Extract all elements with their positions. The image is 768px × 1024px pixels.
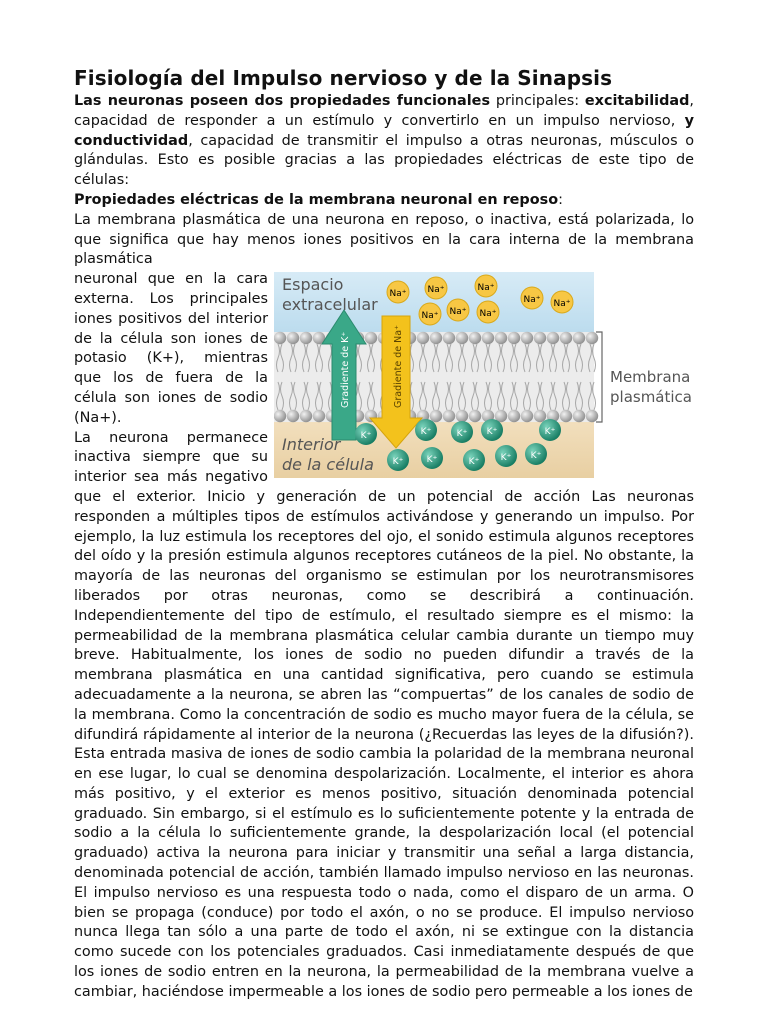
- intro-paragraph: [74, 92, 694, 191]
- phospholipid-head: [547, 332, 559, 344]
- phospholipid-head: [274, 332, 286, 344]
- term-conductividad: y conductividad: [74, 112, 694, 149]
- term-excitabilidad: excitabilidad: [584, 93, 690, 109]
- phospholipid-head: [586, 410, 598, 422]
- phospholipid-head: [313, 410, 325, 422]
- svg-text:K⁺: K⁺: [456, 429, 468, 440]
- extracellular-label-2: extracelular: [282, 295, 378, 315]
- membrane-figure: [274, 272, 694, 478]
- rest-paragraph-top: La membrana plasmática de una neurona en reposo, o inactiva, está polarizada, lo que significa que hay menos iones positivos en la cara interna de la membrana plasmática: [74, 211, 694, 268]
- phospholipid-head: [534, 410, 546, 422]
- phospholipid-head: [508, 332, 520, 344]
- na-ion: [425, 277, 447, 299]
- na-ion: [521, 287, 543, 309]
- document-page: [74, 66, 694, 1003]
- na-ion: [447, 299, 469, 321]
- phospholipid-head: [300, 410, 312, 422]
- phospholipid-head: [560, 332, 572, 344]
- k-ion: [387, 449, 409, 471]
- svg-text:K⁺: K⁺: [500, 453, 512, 464]
- svg-text:Na⁺: Na⁺: [421, 311, 439, 322]
- svg-text:Na⁺: Na⁺: [553, 299, 571, 310]
- svg-text:Na⁺: Na⁺: [427, 285, 445, 296]
- svg-text:K⁺: K⁺: [486, 427, 498, 438]
- figure-wrap: [74, 270, 694, 1002]
- phospholipid-head: [300, 332, 312, 344]
- svg-text:K⁺: K⁺: [544, 427, 556, 438]
- phospholipid-head: [534, 332, 546, 344]
- phospholipid-head: [469, 410, 481, 422]
- svg-text:K⁺: K⁺: [360, 431, 372, 442]
- phospholipid-head: [573, 410, 585, 422]
- section-heading: [74, 191, 694, 211]
- phospholipid-head: [456, 332, 468, 344]
- k-ion: [525, 443, 547, 465]
- membrane-diagram: [274, 272, 694, 478]
- membrane-label-1: Membrana: [610, 368, 691, 387]
- phospholipid-head: [287, 410, 299, 422]
- phospholipid-head: [365, 332, 377, 344]
- k-gradient-label: Gradiente de K⁺: [340, 331, 351, 409]
- phospholipid-head: [287, 332, 299, 344]
- k-ion: [539, 419, 561, 441]
- na-gradient-label: Gradiente de Na⁺: [393, 325, 404, 409]
- rest-paragraph-side: neuronal que en la cara externa. Los principales iones positivos del interior de la célula son iones de potasio (K+), mientras que los de fuera de la célula son iones de sodio (Na+).: [74, 271, 268, 426]
- membrane-label-2: plasmática: [610, 388, 692, 407]
- phospholipid-head: [521, 410, 533, 422]
- svg-text:Na⁺: Na⁺: [477, 283, 495, 294]
- phospholipid-head: [482, 332, 494, 344]
- section-heading-text: Propiedades eléctricas de la membrana neuronal en reposo: [74, 191, 559, 208]
- membrane-bracket: [596, 332, 602, 422]
- extracellular-label-1: Espacio: [282, 275, 344, 295]
- interior-label-2: de la célula: [282, 455, 374, 475]
- svg-text:K⁺: K⁺: [426, 455, 438, 466]
- svg-text:K⁺: K⁺: [420, 427, 432, 438]
- intro-text-1: principales:: [490, 93, 585, 109]
- phospholipid-head: [495, 332, 507, 344]
- phospholipid-head: [573, 332, 585, 344]
- svg-text:K⁺: K⁺: [530, 451, 542, 462]
- svg-text:K⁺: K⁺: [468, 457, 480, 468]
- phospholipid-head: [443, 410, 455, 422]
- phospholipid-head: [469, 332, 481, 344]
- na-ion: [551, 291, 573, 313]
- k-ion: [481, 419, 503, 441]
- interior-label-1: Interior: [282, 435, 341, 455]
- phospholipid-head: [443, 332, 455, 344]
- phospholipid-head: [521, 332, 533, 344]
- k-ion: [355, 423, 377, 445]
- phospholipid-head: [586, 332, 598, 344]
- phospholipid-head: [456, 410, 468, 422]
- phospholipid-head: [274, 410, 286, 422]
- k-ion: [421, 447, 443, 469]
- na-ion: [477, 301, 499, 323]
- k-ion: [495, 445, 517, 467]
- phospholipid-head: [508, 410, 520, 422]
- na-ion: [419, 303, 441, 325]
- k-ion: [463, 449, 485, 471]
- k-ion: [415, 419, 437, 441]
- intro-text-2: , capacidad de responder a un estímulo y convertirlo en un impulso nervioso,: [74, 93, 694, 129]
- document-title: Fisiología del Impulso nervioso y de la Sinapsis: [74, 66, 613, 90]
- intro-text-3: , capacidad de transmitir el impulso a otras neuronas, músculos o glándulas. Esto es posible gracias a las propiedades eléctricas de este tipo de células:: [74, 132, 694, 189]
- phospholipid-head: [560, 410, 572, 422]
- phospholipid-head: [430, 410, 442, 422]
- svg-text:K⁺: K⁺: [392, 457, 404, 468]
- svg-text:Na⁺: Na⁺: [523, 295, 541, 306]
- phospholipid-head: [430, 332, 442, 344]
- na-ion: [387, 281, 409, 303]
- intro-lead: Las neuronas poseen dos propiedades funcionales: [74, 93, 491, 109]
- svg-text:Na⁺: Na⁺: [479, 309, 497, 320]
- phospholipid-head: [417, 332, 429, 344]
- svg-text:Na⁺: Na⁺: [449, 307, 467, 318]
- section-heading-colon: :: [558, 191, 563, 208]
- inactive-paragraph: La neurona permanece inactiva siempre que su interior sea más negativo que el exterior. Inicio y generación de un potencial de acción Las neuronas responden a múltiples tipos de estímulos activándose y generando un impulso. Por ejemplo, la luz estimula los receptores del ojo, el sonido estimula algunos receptores del oído y la presión estimula algunos receptores cutáneos de la piel. No obstante, la mayoría de las neuronas del organismo se estimulan por los neurotransmisores liberados por otras neuronas, como se describirá a continuación. Independientemente del tipo de estímulo, el resultado siempre es el mismo: la permeabilidad de la membrana plasmática celular cambia durante un tiempo muy breve. Habitualmente, los iones de sodio no pueden difundir a través de la membrana plasmática en una cantidad significativa, pero cuando se estimula adecuadamente a la neurona, se abren las “compuertas” de los canales de sodio de la membrana. Como la concentración de sodio es mucho mayor fuera de la célula, se difundirá rápidamente al interior de la neurona (¿Recuerdas las leyes de la difusión?). Esta entrada masiva de iones de sodio cambia la polaridad de la membrana neuronal en ese lugar, lo cual se denomina despolarización. Localmente, el interior es ahora más positivo, y el exterior es menos positivo, situación denominada potencial graduado. Sin embargo, si el estímulo es lo suficientemente potente y la entrada de sodio a la célula lo suficientemente grande, la despolarización local (el potencial graduado) activa la neurona para iniciar y transmitir una señal a larga distancia, denominada potencial de acción, también llamado impulso nervioso en las neuronas. El impulso nervioso es una respuesta todo o nada, como el disparo de un arma. O bien se propaga (conduce) por todo el axón, o no se produce. El impulso nervioso nunca llega tan sólo a una parte de todo el axón, ni se extingue con la distancia como sucede con los potenciales graduados. Casi inmediatamente después de que los iones de sodio entren en la neurona, la permeabilidad de la membrana vuelve a cambiar, haciéndose impermeable a los iones de sodio pero permeable a los iones de: [74, 429, 694, 1000]
- svg-text:Na⁺: Na⁺: [389, 289, 407, 300]
- k-ion: [451, 421, 473, 443]
- na-ion: [475, 275, 497, 297]
